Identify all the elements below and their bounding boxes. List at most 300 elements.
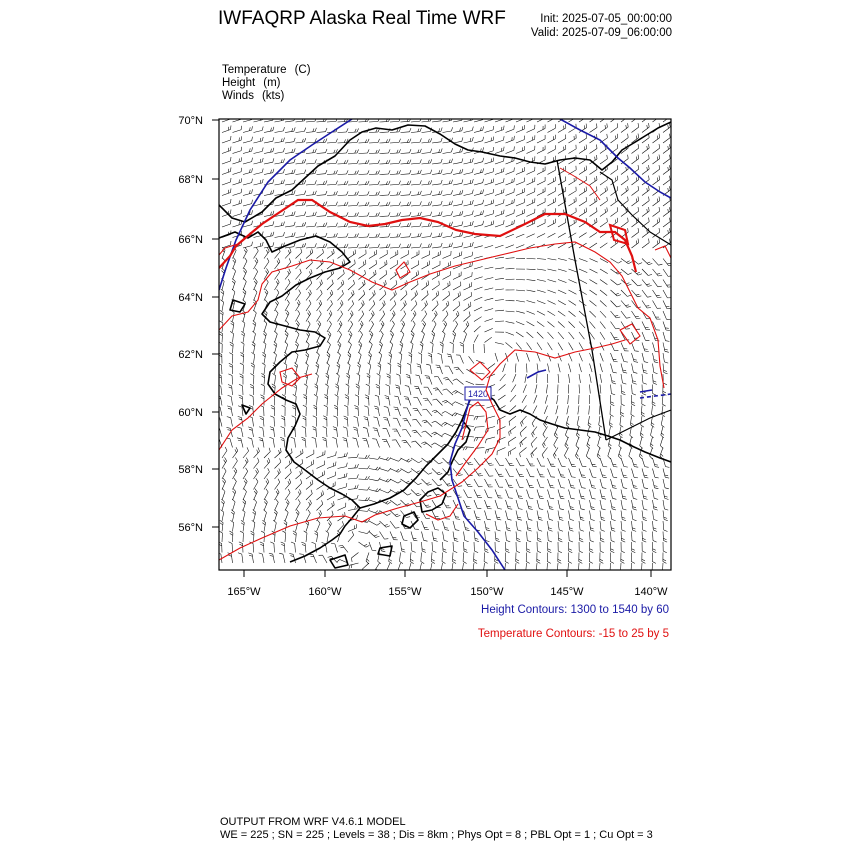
wind-barb [359, 321, 364, 332]
wind-barb [338, 290, 344, 300]
wind-barb [621, 479, 627, 489]
wind-barb [432, 469, 442, 475]
wind-barb [509, 437, 517, 446]
wind-barb [495, 199, 504, 206]
wind-barb [453, 158, 463, 164]
wind-barb [228, 395, 233, 405]
wind-barb [422, 138, 432, 143]
wind-barb [301, 542, 306, 552]
wind-barb [516, 521, 521, 531]
wind-barb [543, 437, 548, 448]
wind-barb [485, 158, 494, 165]
wind-barb [275, 479, 280, 490]
wind-barb [344, 405, 348, 416]
lat-label: 70°N [178, 115, 203, 127]
wind-barb [506, 188, 515, 195]
wind-barb [432, 532, 438, 542]
wind-barb [261, 373, 264, 384]
wind-barb [275, 499, 279, 510]
wind-barb [537, 301, 545, 304]
wind-barb [306, 180, 316, 185]
wind-barb [621, 364, 627, 374]
wind-barb [569, 532, 573, 543]
wind-barb [485, 298, 494, 300]
wind-barb [317, 461, 325, 469]
wind-barb [590, 145, 598, 154]
wind-barb [483, 563, 486, 574]
wind-barb [281, 542, 285, 553]
wind-barb [506, 332, 514, 335]
wind-barb [600, 280, 607, 285]
wind-barb [653, 280, 662, 287]
lon-label: 155°W [388, 586, 422, 598]
lat-label: 56°N [178, 522, 203, 534]
wind-barb [495, 521, 501, 531]
wind-barb [422, 291, 429, 301]
wind-barb [369, 139, 380, 143]
wind-barb [642, 123, 649, 132]
wind-barb [375, 563, 380, 574]
wind-barb [226, 427, 232, 437]
wind-barb [296, 449, 304, 458]
wind-barb [642, 385, 646, 396]
wind-barb [264, 248, 269, 259]
wind-barb [558, 269, 567, 272]
wind-barb [566, 416, 569, 427]
wind-barb [661, 416, 664, 427]
wind-barb [293, 384, 296, 395]
wind-barb [373, 428, 380, 437]
wind-barb [411, 321, 415, 332]
wind-barb [453, 532, 458, 542]
wind-barb [359, 290, 365, 300]
wind-barb [642, 479, 648, 489]
wind-barb [485, 337, 492, 342]
wind-barb [404, 397, 411, 406]
wind-barb [652, 406, 655, 417]
wind-barb [558, 301, 566, 305]
wind-barb [326, 531, 329, 542]
wind-barb [642, 469, 648, 479]
wind-barb [619, 437, 622, 448]
wind-barb [313, 416, 317, 427]
wind-barb [222, 147, 231, 154]
wind-barb [642, 259, 652, 265]
wind-barb [567, 406, 569, 415]
wind-barb [558, 490, 564, 499]
wind-barb [537, 490, 544, 499]
wind-barb [275, 127, 285, 132]
wind-barb [338, 331, 342, 342]
wind-barb [564, 448, 568, 459]
wind-barb [285, 127, 295, 132]
wind-barb [569, 521, 574, 531]
wind-barb [354, 405, 358, 416]
wind-barb [516, 146, 525, 153]
wind-barb [222, 199, 231, 206]
wind-barb [568, 563, 572, 574]
wind-barb [348, 244, 359, 248]
wind-barb [233, 147, 242, 154]
wind-barb [327, 451, 336, 458]
wind-barb [343, 438, 349, 448]
lat-label: 62°N [178, 349, 203, 361]
field-unit: (m) [263, 77, 281, 89]
wind-barb [527, 125, 535, 133]
wind-barb [254, 478, 259, 489]
wind-barb [432, 301, 438, 311]
wind-barb [312, 437, 317, 447]
wind-barb [537, 125, 545, 133]
wind-barb [495, 353, 498, 362]
wind-barb [275, 300, 279, 311]
wind-barb [348, 352, 351, 363]
wind-barb [374, 406, 379, 416]
wind-barb [229, 363, 233, 374]
wind-barb [411, 271, 419, 280]
wind-barb [396, 374, 400, 385]
wind-barb [264, 468, 269, 479]
wind-barb [611, 374, 617, 384]
wind-barb [302, 426, 306, 437]
wind-barb [516, 332, 524, 337]
wind-barb [611, 259, 622, 264]
wind-barb [233, 189, 242, 196]
wind-barb [222, 178, 231, 185]
wind-barb [600, 385, 601, 394]
wind-barb [652, 553, 656, 564]
wind-barb [485, 267, 494, 269]
wind-barb [220, 300, 223, 311]
wind-barb [401, 331, 404, 342]
wind-barb [291, 542, 296, 553]
wind-barb [516, 167, 525, 174]
wind-barb [557, 563, 560, 574]
wind-barb [590, 500, 596, 510]
wind-barb [663, 218, 670, 227]
wind-barb [663, 134, 670, 143]
wind-barb [390, 521, 399, 528]
wind-barb [600, 155, 607, 164]
wind-barb [369, 170, 380, 174]
wind-barb [548, 177, 556, 185]
wind-barb [254, 489, 258, 500]
wind-barb [296, 269, 302, 280]
wind-barb [569, 479, 576, 488]
wind-barb [390, 260, 398, 269]
wind-barb [590, 322, 596, 329]
wind-barb [296, 331, 300, 342]
wind-barb [411, 243, 421, 248]
wind-barb [464, 331, 467, 342]
wind-barb [296, 469, 303, 479]
wind-barb [313, 405, 316, 416]
wind-barb [453, 251, 462, 258]
wind-barb [388, 363, 391, 374]
wind-barb [579, 197, 587, 206]
wind-barb [411, 532, 417, 541]
wind-barb [589, 406, 590, 415]
wind-barb [296, 248, 302, 258]
wind-barb [618, 448, 621, 459]
wind-barb [558, 124, 566, 133]
wind-barb [243, 258, 247, 269]
wind-barb [369, 260, 377, 269]
wind-barb [432, 251, 440, 259]
wind-barb [432, 233, 442, 238]
wind-barb [598, 437, 601, 448]
wind-barb [291, 437, 296, 447]
wind-barb [485, 437, 495, 443]
wind-barb [317, 128, 328, 133]
wind-barb [251, 531, 255, 542]
wind-barb [433, 388, 442, 395]
wind-barb [642, 165, 649, 174]
wind-barb [641, 406, 644, 417]
wind-barb [466, 381, 474, 384]
wind-barb [663, 207, 670, 216]
wind-barb [474, 210, 484, 216]
wind-barb [632, 197, 639, 206]
wind-barb [661, 427, 664, 438]
lon-label: 160°W [308, 586, 342, 598]
wind-barb [558, 280, 567, 283]
lon-label: 150°W [470, 586, 504, 598]
wind-barb [621, 406, 625, 417]
wind-barb [495, 257, 504, 258]
wind-barb [600, 176, 607, 185]
wind-barb [443, 281, 451, 290]
wind-barb [359, 191, 370, 195]
wind-barb [338, 473, 348, 479]
wind-barb [275, 222, 285, 227]
wind-barb [390, 532, 398, 540]
wind-barb [590, 521, 595, 531]
wind-barb [412, 419, 421, 426]
wind-barb [422, 301, 428, 311]
wind-barb [660, 448, 663, 459]
wind-barb [327, 511, 333, 521]
wind-barb [380, 260, 388, 269]
wind-barb [527, 532, 532, 542]
wind-barb [579, 521, 584, 531]
wind-barb [653, 176, 660, 185]
wind-barb [348, 464, 359, 469]
wind-barb [411, 138, 421, 143]
wind-barb [642, 343, 649, 352]
wind-barb [390, 342, 393, 353]
wind-barb [432, 261, 440, 269]
wind-barb [422, 281, 429, 290]
wind-barb [401, 181, 412, 185]
wind-barb [369, 521, 380, 525]
wind-barb [621, 542, 625, 553]
wind-barb [222, 220, 231, 227]
wind-barb [250, 374, 254, 385]
wind-barb [642, 563, 646, 574]
wind-barb [261, 384, 265, 395]
wind-barb [386, 563, 390, 574]
wind-barb [390, 149, 401, 153]
wind-barb [621, 301, 631, 308]
wind-barb [420, 563, 423, 574]
wind-barb [590, 176, 598, 185]
wind-barb [621, 500, 626, 510]
wind-barb [233, 178, 242, 185]
wind-barb [443, 180, 453, 185]
wind-barb [506, 511, 512, 521]
wind-barb [600, 113, 607, 122]
wind-barb [537, 188, 545, 196]
wind-barb [306, 149, 316, 154]
wind-barb [422, 261, 430, 269]
wind-barb [432, 432, 443, 437]
wind-barb [443, 542, 447, 553]
wind-barb [527, 135, 535, 143]
wind-barb [600, 332, 605, 340]
wind-barb [579, 322, 585, 329]
wind-barb [662, 406, 665, 417]
wind-barb [369, 478, 380, 481]
wind-barb [390, 250, 398, 258]
wind-barb [590, 385, 591, 394]
wind-barb [411, 222, 421, 227]
wind-barb [533, 406, 537, 414]
wind-barb [513, 374, 516, 382]
wind-barb [464, 158, 474, 164]
wind-barb [527, 322, 535, 327]
wind-barb [443, 159, 453, 164]
wind-barb [452, 563, 455, 574]
wind-barb [445, 366, 453, 374]
wind-barb [537, 146, 545, 154]
wind-barb [273, 520, 276, 531]
wind-barb [411, 128, 421, 133]
wind-barb [653, 469, 659, 479]
wind-barb [521, 416, 527, 427]
wind-barb [506, 245, 514, 248]
wind-barb [390, 301, 396, 312]
wind-barb [558, 542, 562, 553]
wind-barb [590, 243, 598, 248]
wind-barb [558, 521, 563, 531]
wind-barb [373, 417, 379, 427]
wind-barb [430, 563, 433, 574]
wind-barb [390, 458, 401, 461]
wind-barb [537, 290, 546, 293]
wind-barb [611, 395, 615, 406]
wind-barb [611, 479, 617, 489]
wind-barb [409, 352, 412, 363]
wind-barb [464, 221, 474, 227]
wind-barb [243, 458, 248, 469]
wind-barb [411, 149, 421, 154]
wind-barb [464, 169, 474, 175]
wind-barb [590, 469, 597, 478]
wind-barb [537, 280, 546, 282]
lon-label: 140°W [634, 586, 668, 598]
wind-barb [590, 479, 597, 488]
wind-barb [319, 555, 327, 563]
wind-barb [275, 180, 285, 185]
wind-barb [358, 352, 361, 363]
wind-barb [254, 268, 258, 279]
wind-barb [453, 232, 463, 238]
wind-barb [348, 505, 358, 510]
wind-barb [368, 363, 371, 374]
wind-barb [632, 458, 639, 467]
wind-barb [453, 148, 463, 154]
wind-barb [590, 124, 598, 133]
wind-barb [485, 309, 494, 312]
wind-barb [579, 479, 586, 488]
wind-barb [401, 191, 412, 195]
wind-barb [548, 500, 554, 510]
wind-barb [515, 563, 518, 574]
wind-barb [348, 191, 359, 195]
wind-barb [442, 400, 453, 405]
wind-barb [303, 405, 306, 416]
wind-barb [422, 170, 432, 175]
wind-barb [306, 500, 312, 511]
wind-barb [527, 234, 535, 238]
wind-barb [254, 148, 264, 154]
wind-barb [251, 363, 254, 374]
wind-barb [464, 272, 473, 279]
wind-barb [525, 374, 527, 383]
wind-barb [248, 427, 253, 437]
wind-barb [380, 202, 391, 206]
wind-barb [663, 364, 668, 374]
wind-barb [642, 532, 646, 543]
wind-barb [243, 179, 253, 185]
wind-barb [600, 374, 602, 383]
wind-barb [432, 201, 442, 206]
wind-barb [556, 406, 558, 415]
wind-barb [494, 563, 497, 574]
wind-barb [579, 343, 584, 351]
wind-barb [327, 259, 334, 269]
wind-barb [579, 166, 587, 175]
wind-barb [579, 259, 588, 262]
wind-barb [285, 248, 291, 258]
wind-barb [386, 385, 391, 396]
wind-barb [548, 290, 556, 293]
wind-barb [355, 395, 359, 406]
wind-barb [548, 521, 553, 531]
wind-barb [485, 288, 494, 290]
wind-barb [600, 469, 607, 478]
wind-barb [632, 113, 639, 122]
wind-barb [558, 322, 565, 328]
wind-barb [464, 252, 473, 259]
wind-barb [390, 233, 401, 237]
wind-barb [363, 427, 369, 437]
wind-barb [506, 458, 515, 466]
wind-barb [621, 123, 628, 132]
wind-barb [653, 144, 660, 153]
wind-barb [369, 321, 374, 332]
wind-barb [348, 233, 359, 237]
wind-barb [240, 363, 244, 374]
wind-barb [338, 191, 349, 195]
wind-barb [263, 331, 266, 342]
wind-barb [398, 563, 401, 574]
wind-barb [357, 373, 360, 384]
wind-barb [600, 186, 607, 195]
wind-barb [359, 260, 366, 269]
wind-barb [346, 373, 349, 384]
